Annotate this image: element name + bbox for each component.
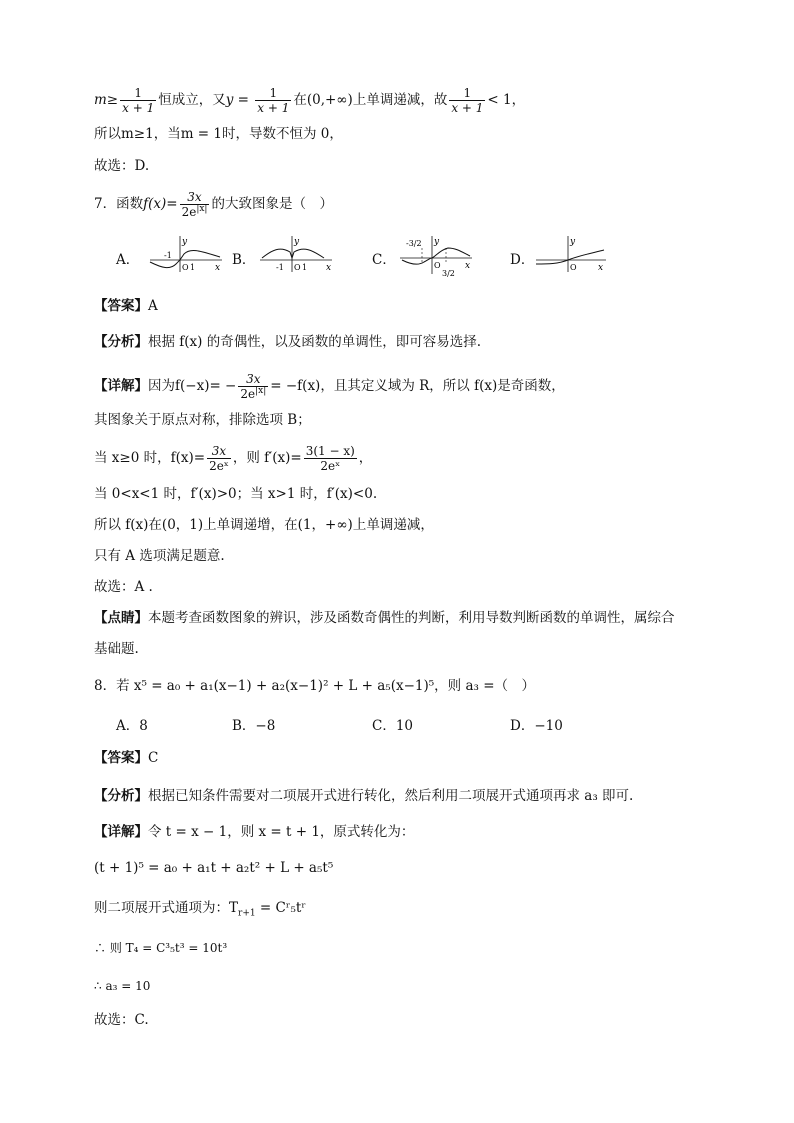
- solution-line-1: [94, 86, 525, 115]
- answer-tag: 【答案】: [94, 298, 148, 314]
- text: 2e: [181, 205, 197, 219]
- fraction: [238, 372, 268, 401]
- graph-option-c[interactable]: [398, 234, 474, 280]
- question-8-stem: 8．若 x⁵ = a₀ + a₁(x−1) + a₂(x−1)² + L + a₅(x−1)⁵，则 a₃ =（ ）: [94, 678, 536, 694]
- text: 则二项展开式通项为：T: [94, 900, 239, 916]
- q7-detail-6: 只有 A 选项满足题意.: [94, 548, 225, 564]
- graph-option-a[interactable]: [148, 234, 224, 274]
- curve: [262, 249, 324, 258]
- tick-label: -3/2: [406, 239, 422, 248]
- option-a-label[interactable]: A．: [116, 252, 140, 268]
- tick-label: O: [434, 261, 441, 270]
- text: f(x)=: [143, 196, 178, 212]
- text: y =: [225, 92, 254, 108]
- frac-num: 3x: [207, 444, 231, 459]
- answer-value: A: [148, 298, 158, 314]
- comment-text: 本题考查函数图象的辨识，涉及函数奇偶性的判断，利用导数判断函数的单调性，属综合: [148, 610, 675, 626]
- q7-answer: [94, 296, 158, 316]
- x-label: x: [598, 263, 604, 273]
- tick-label: 1: [302, 263, 308, 272]
- text: 恒成立，又: [158, 92, 226, 108]
- graph-option-b[interactable]: [258, 234, 334, 274]
- solution-line-3: 故选：D.: [94, 158, 150, 174]
- fraction: [207, 444, 231, 473]
- q8-option-c[interactable]: C．10: [372, 718, 414, 734]
- option-c-label[interactable]: C．: [372, 252, 396, 268]
- text: 7．函数: [94, 196, 144, 212]
- q8-analysis: [94, 786, 633, 806]
- fraction-3: [449, 86, 485, 115]
- text: ʳ₅tʳ: [285, 900, 307, 916]
- fraction: [304, 444, 357, 473]
- solution-line-2: 所以m≥1，当m = 1时，导数不恒为 0，: [94, 126, 343, 142]
- x-label: x: [465, 261, 471, 271]
- y-label: y: [182, 237, 188, 247]
- q7-detail-4: 当 0<x<1 时，f′(x)>0；当 x>1 时，f′(x)<0.: [94, 486, 378, 502]
- text: 的大致图象是（ ）: [211, 196, 333, 212]
- y-label: y: [434, 237, 440, 247]
- answer-value: C: [148, 750, 159, 766]
- frac-den: 2eˣ: [209, 459, 229, 473]
- option-d-label[interactable]: D．: [510, 252, 535, 268]
- answer-tag: 【答案】: [94, 750, 148, 766]
- tick-label: O: [294, 263, 301, 272]
- q8-option-b[interactable]: B．−8: [232, 718, 276, 734]
- q7-comment-2: 基础题.: [94, 641, 139, 657]
- detail-tag: 【详解】: [94, 378, 148, 394]
- q8-detail-2: (t + 1)⁵ = a₀ + a₁t + a₂t² + L + a₅t⁵: [94, 860, 334, 876]
- text: = −f(x)，且其定义域为 R，所以 f(x)是奇函数，: [270, 378, 565, 394]
- q7-detail-7: 故选：A .: [94, 579, 153, 595]
- fraction-q7: [180, 190, 210, 219]
- q7-detail-1: [94, 372, 565, 401]
- frac-num: 1: [449, 86, 485, 101]
- q8-answer: [94, 748, 158, 768]
- comment-tag: 【点睛】: [94, 610, 148, 626]
- frac-den: 2eˣ: [320, 459, 341, 473]
- analysis-tag: 【分析】: [94, 334, 148, 350]
- tick-label: 3/2: [442, 269, 455, 278]
- text: 在: [293, 92, 307, 108]
- q7-detail-3: [94, 444, 372, 473]
- tick-label: O: [182, 263, 189, 272]
- analysis-tag: 【分析】: [94, 788, 148, 804]
- fraction-2: [255, 86, 291, 115]
- q8-option-d[interactable]: D．−10: [510, 718, 563, 734]
- text: |x|: [255, 386, 267, 396]
- text: 2e: [240, 387, 256, 401]
- frac-den: [180, 205, 210, 219]
- text: r+1: [238, 908, 256, 919]
- fraction-1: [120, 86, 156, 115]
- frac-den: [238, 387, 268, 401]
- text: ，: [358, 450, 373, 466]
- option-b-label[interactable]: B．: [232, 252, 256, 268]
- tick-label: 1: [190, 263, 196, 272]
- curve: [536, 250, 604, 264]
- q8-detail-4: ∴ 则 T₄ = C³₅t³ = 10t³: [94, 941, 228, 955]
- frac-num: 3(1 − x): [305, 444, 355, 458]
- text: = C: [255, 900, 286, 916]
- analysis-text: 根据已知条件需要对二项展开式进行转化，然后利用二项展开式通项再求 a₃ 即可.: [148, 788, 634, 804]
- frac-den: x + 1: [122, 101, 155, 115]
- text: 上单调递减，故: [352, 92, 448, 108]
- q7-detail-5: 所以 f(x)在(0，1)上单调递增，在(1，+∞)上单调递减，: [94, 517, 434, 533]
- text-m-ge: m≥: [94, 92, 119, 108]
- graph-option-d[interactable]: [534, 234, 610, 274]
- text: (0,+∞): [306, 92, 353, 108]
- text: 令 t = x − 1，则 x = t + 1，原式转化为：: [148, 824, 415, 840]
- tick-label: -1: [164, 251, 172, 260]
- q8-detail-1: [94, 822, 414, 842]
- q8-detail-3: [94, 898, 306, 918]
- text: 因为f(−x)= −: [148, 378, 237, 394]
- q7-detail-2: 其图象关于原点对称，排除选项 B；: [94, 412, 311, 428]
- y-label: y: [294, 237, 300, 247]
- q7-analysis: [94, 332, 481, 352]
- text: ，则 f′(x)=: [232, 450, 302, 466]
- text: 当 x≥0 时，f(x)=: [94, 450, 206, 466]
- frac-num: 1: [120, 86, 156, 101]
- q8-option-a[interactable]: A．8: [116, 718, 148, 734]
- frac-num: 3x: [180, 190, 210, 205]
- q8-detail-5: ∴ a₃ = 10: [94, 979, 151, 993]
- frac-den: x + 1: [257, 101, 290, 115]
- tick-label: O: [570, 263, 577, 272]
- text: < 1，: [487, 92, 526, 108]
- frac-num: 3x: [238, 372, 268, 387]
- x-label: x: [215, 263, 221, 273]
- text: |x|: [196, 204, 208, 214]
- y-label: y: [570, 237, 576, 247]
- tick-label: -1: [276, 263, 284, 272]
- frac-den: x + 1: [451, 101, 484, 115]
- q8-detail-6: 故选：C.: [94, 1012, 149, 1028]
- q7-comment-1: [94, 608, 675, 628]
- question-7-stem: [94, 190, 333, 219]
- frac-num: 1: [255, 86, 291, 101]
- detail-tag: 【详解】: [94, 824, 148, 840]
- analysis-text: 根据 f(x) 的奇偶性，以及函数的单调性，即可容易选择.: [148, 334, 482, 350]
- x-label: x: [326, 263, 332, 273]
